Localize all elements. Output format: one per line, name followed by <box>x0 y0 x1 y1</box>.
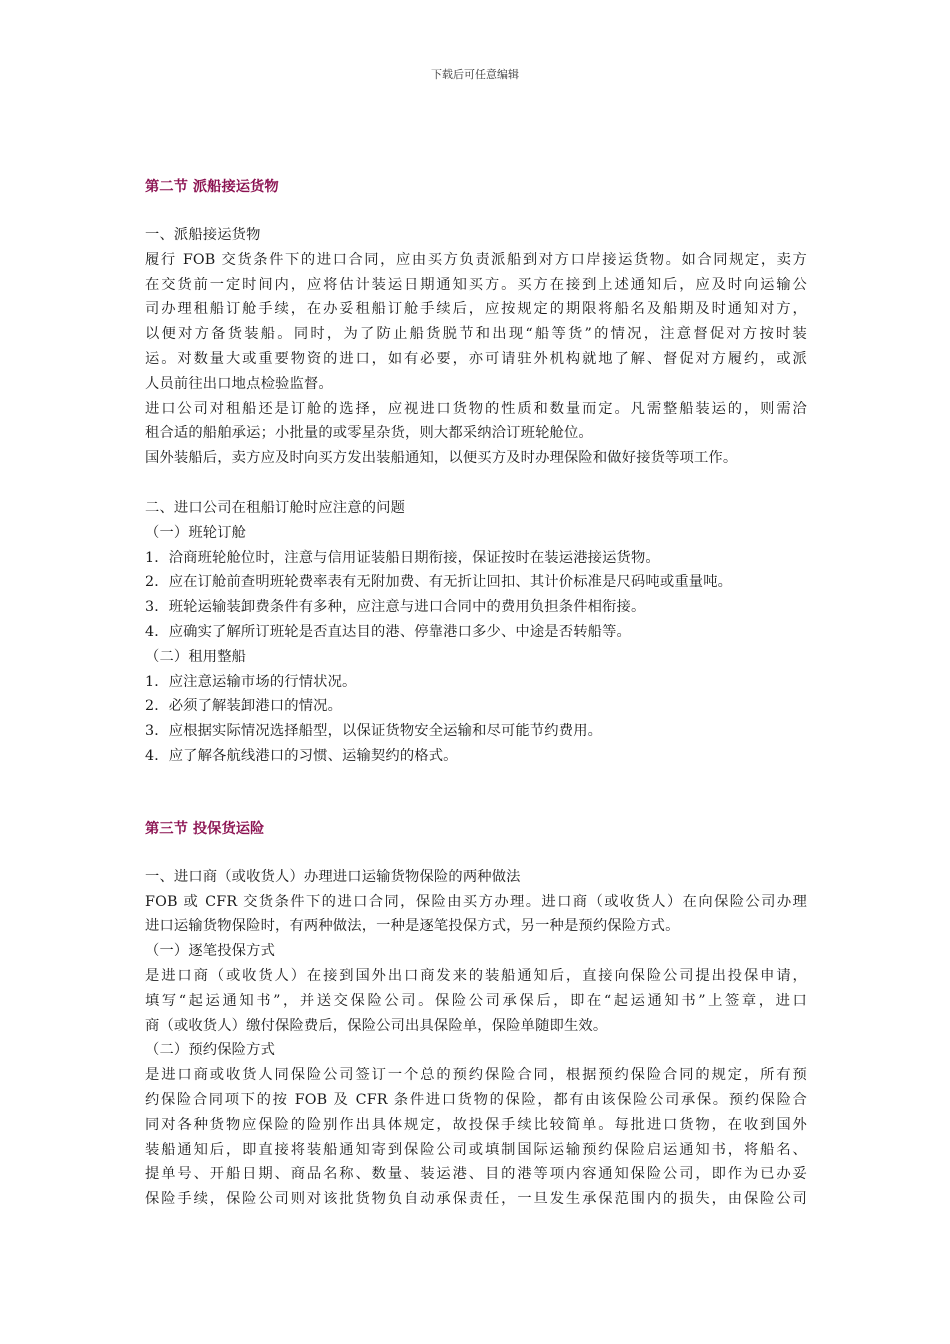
text-line: FOB 或 CFR 交货条件下的进口合同，保险由买方办理。进口商（或收货人）在向保险公司办理 <box>145 893 807 910</box>
text-line: 人员前往出口地点检验监督。 <box>145 375 333 392</box>
document-body <box>145 176 807 1212</box>
section-3-paragraph-2 <box>145 964 807 1038</box>
list-item: 1．应注意运输市场的行情状况。 <box>145 673 357 690</box>
section-2-paragraph-1 <box>145 248 807 397</box>
section-2-subheading-2b: （二）租用整船 <box>145 648 247 665</box>
text-line: 履行 FOB 交货条件下的进口合同，应由买方负责派船到对方口岸接运货物。如合同规定，卖方 <box>145 251 807 268</box>
section-2-subheading-2a: （一）班轮订舱 <box>145 524 247 541</box>
list-item: 2．应在订舱前查明班轮费率表有无附加费、有无折让回扣、其计价标准是尺码吨或重量吨。 <box>145 574 733 591</box>
text-line: 进口公司对租船还是订舱的选择，应视进口货物的性质和数量而定。凡需整船装运的，则需洽 <box>145 400 807 417</box>
list-item: 3．班轮运输装卸费条件有多种，应注意与进口合同中的费用负担条件相衔接。 <box>145 599 646 616</box>
text-line: 以便对方备货装船。同时，为了防止船货脱节和出现“船等货”的情况，注意督促对方按时装 <box>145 326 807 343</box>
section-2-subheading-2: 二、进口公司在租船订舱时应注意的问题 <box>145 499 406 516</box>
text-line: 保险手续，保险公司则对该批货物负自动承保责任，一旦发生承保范围内的损失，由保险公司 <box>145 1191 807 1208</box>
text-line: 商（或收货人）缴付保险费后，保险公司出具保险单，保险单随即生效。 <box>145 1017 608 1034</box>
section-3-subheading-1a: （一）逐笔投保方式 <box>145 943 276 960</box>
section-3-subheading-1: 一、进口商（或收货人）办理进口运输货物保险的两种做法 <box>145 868 521 885</box>
text-line: 在交货前一定时间内，应将估计装运日期通知买方。买方在接到上述通知后，应及时向运输公 <box>145 276 807 293</box>
section-3-paragraph-1 <box>145 890 807 940</box>
section-2-title: 第二节 派船接运货物 <box>145 179 279 195</box>
liner-booking-list <box>145 546 807 645</box>
list-item: 1．洽商班轮舱位时，注意与信用证装船日期衔接，保证按时在装运港接运货物。 <box>145 549 660 566</box>
text-line: 提单号、开船日期、商品名称、数量、装运港、目的港等项内容通知保险公司，即作为已办妥 <box>145 1166 807 1183</box>
section-3-subheading-1b: （二）预约保险方式 <box>145 1042 276 1059</box>
text-line: 约保险合同项下的按 FOB 及 CFR 条件进口货物的保险，都有由该保险公司承保。预约保险合 <box>145 1091 807 1108</box>
list-item: 4．应确实了解所订班轮是否直达目的港、停靠港口多少、中途是否转船等。 <box>145 623 631 640</box>
text-line: 司办理租船订舱手续，在办妥租船订舱手续后，应按规定的期限将船名及船期及时通知对方， <box>145 301 807 318</box>
text-line: 同对各种货物应保险的险别作出具体规定，故投保手续比较简单。每批进口货物，在收到国外 <box>145 1116 807 1133</box>
text-line: 是进口商（或收货人）在接到国外出口商发来的装船通知后，直接向保险公司提出投保申请， <box>145 967 807 984</box>
list-item: 2．必须了解装卸港口的情况。 <box>145 698 343 715</box>
list-item: 4．应了解各航线港口的习惯、运输契约的格式。 <box>145 747 458 764</box>
text-line: 运。对数量大或重要物资的进口，如有必要，亦可请驻外机构就地了解、督促对方履约，或派 <box>145 350 807 367</box>
section-2-paragraph-3: 国外装船后，卖方应及时向买方发出装船通知，以便买方及时办理保险和做好接货等项工作。 <box>145 450 738 467</box>
section-3-title: 第三节 投保货运险 <box>145 820 265 837</box>
text-line: 填写“起运通知书”，并送交保险公司。保险公司承保后，即在“起运通知书”上签章，进口 <box>145 992 807 1009</box>
section-3-paragraph-3 <box>145 1063 807 1212</box>
charter-list <box>145 670 807 769</box>
text-line: 进口运输货物保险时，有两种做法，一种是逐笔投保方式，另一种是预约保险方式。 <box>145 918 680 935</box>
text-line: 租合适的船舶承运；小批量的或零星杂货，则大都采纳洽订班轮舱位。 <box>145 425 593 442</box>
section-2-paragraph-2 <box>145 397 807 447</box>
list-item: 3．应根据实际情况选择船型，以保证货物安全运输和尽可能节约费用。 <box>145 723 603 740</box>
text-line: 是进口商或收货人同保险公司签订一个总的预约保险合同，根据预约保险合同的规定，所有预 <box>145 1067 807 1084</box>
header-note: 下载后可任意编辑 <box>431 68 519 81</box>
text-line: 装船通知后，即直接将装船通知寄到保险公司或填制国际运输预约保险启运通知书，将船名、 <box>145 1141 807 1158</box>
section-2-subheading-1: 一、派船接运货物 <box>145 227 261 243</box>
